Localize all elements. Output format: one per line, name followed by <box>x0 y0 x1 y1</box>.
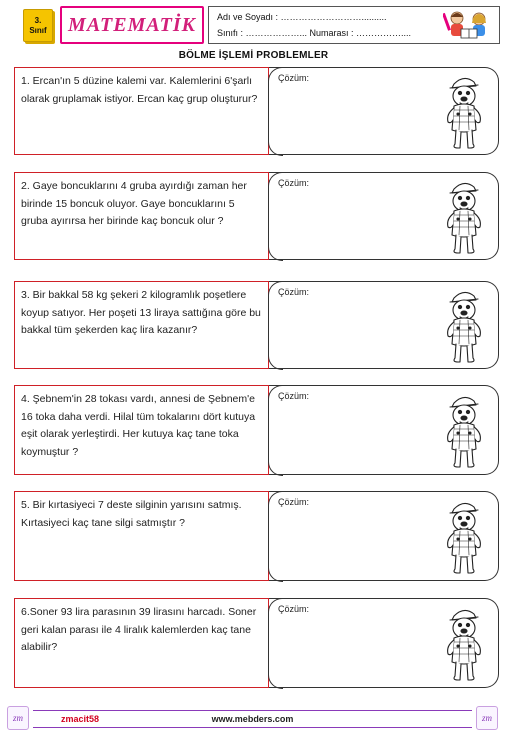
question-text-1: 1. Ercan'ın 5 düzine kalemi var. Kalemlerini 6'şarlı olarak gruplamak istiyor. Ercan kaç grup oluşturur? <box>21 75 258 105</box>
question-text-3: 3. Bir bakkal 58 kg şekeri 2 kilogramlık poşetlere koyup satıyor. Her poşeti 13 liraya sattığına göre bu bakkal tüm şekerden kaç lira kazanır? <box>21 289 261 336</box>
footer-code: zmacit58 <box>61 714 100 724</box>
answer-box-4[interactable] <box>269 385 499 475</box>
answer-box-3[interactable] <box>269 281 499 369</box>
answer-label-6: Çözüm: <box>278 604 310 614</box>
worksheet-footer <box>5 706 500 730</box>
mole-mascot-icon <box>438 496 490 578</box>
answer-box-1[interactable] <box>269 67 499 155</box>
grade-word: Sınıf <box>29 25 47 35</box>
zm-logo-right: zm <box>476 706 498 730</box>
mole-mascot-icon <box>438 72 490 152</box>
question-box-6 <box>14 598 269 688</box>
zm-logo-left: zm <box>7 706 29 730</box>
mole-mascot-icon <box>438 603 490 685</box>
worksheet-header <box>5 6 500 46</box>
mole-mascot-icon <box>438 177 490 257</box>
subject-title-box <box>60 6 204 44</box>
answer-box-2[interactable] <box>269 172 499 260</box>
children-reading-icon <box>443 9 495 41</box>
answer-box-6[interactable] <box>269 598 499 688</box>
grade-badge <box>23 9 53 42</box>
question-text-4: 4. Şebnem'in 28 tokası vardı, annesi de Şebnem'e 16 toka daha verdi. Hilal tüm tokalarını dört kutuya eşit olarak yerleştirdi. Her kutuya kaç tane toka koymuştur ? <box>21 393 256 458</box>
mole-mascot-icon <box>438 286 490 366</box>
question-box-4 <box>14 385 269 475</box>
mole-mascot-icon <box>438 390 490 472</box>
page-title: BÖLME İŞLEMİ PROBLEMLER <box>178 50 329 61</box>
answer-label-5: Çözüm: <box>278 497 310 507</box>
class-number-field[interactable]: Sınıfı : ………………... Numarası : …………….... <box>217 28 412 38</box>
footer-website-link[interactable]: www.mebders.com <box>211 714 294 724</box>
question-box-5 <box>14 491 269 581</box>
answer-label-3: Çözüm: <box>278 287 310 297</box>
answer-label-1: Çözüm: <box>278 73 310 83</box>
grade-number: 3. <box>34 15 42 25</box>
question-box-1 <box>14 67 269 155</box>
question-text-2: 2. Gaye boncuklarını 4 gruba ayırdığı zaman her birinde 15 boncuk oluyor. Gaye boncuklarını 5 gruba ayırırsa her birinde kaç boncuk olur ? <box>21 180 247 227</box>
student-name-field[interactable]: Adı ve Soyadı : ……………………….......... <box>217 12 387 22</box>
question-box-2 <box>14 172 269 260</box>
answer-label-4: Çözüm: <box>278 391 310 401</box>
question-text-5: 5. Bir kırtasiyeci 7 deste silginin yarısını satmış. Kırtasiyeci kaç tane silgi satmıştır ? <box>21 499 242 529</box>
answer-box-5[interactable] <box>269 491 499 581</box>
question-box-3 <box>14 281 269 369</box>
question-text-6: 6.Soner 93 lira parasının 39 lirasını harcadı. Soner geri kalan parası ile 4 liralık kalemlerden kaç tane alabilir? <box>21 606 257 653</box>
subject-title: MATEMATİK <box>68 13 196 36</box>
student-info-box <box>208 6 500 44</box>
answer-label-2: Çözüm: <box>278 178 310 188</box>
